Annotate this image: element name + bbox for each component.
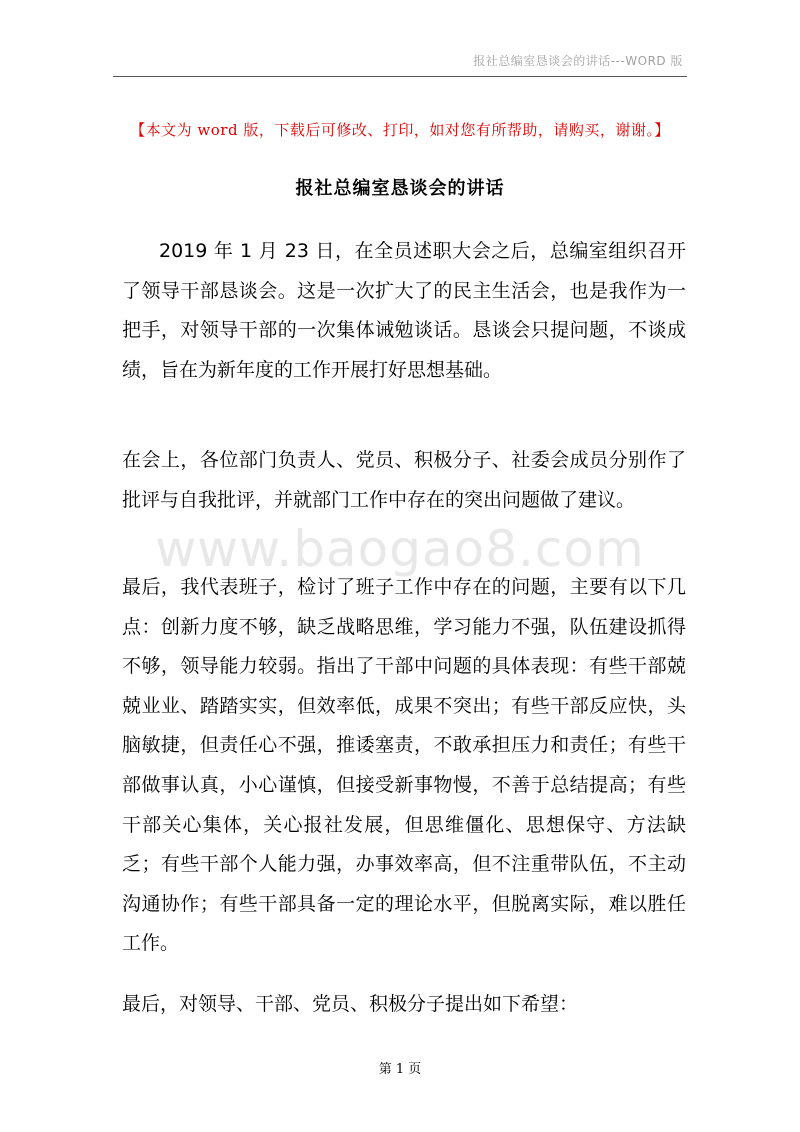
- paragraph-3: 最后，我代表班子，检讨了班子工作中存在的问题，主要有以下几点：创新力度不够，缺乏战略思维，学习能力不强，队伍建设抓得不够，领导能力较弱。指出了干部中问题的具体表现：有些干部兢兢业业、踏踏实实，但效率低，成果不突出；有些干部反应快，头脑敏捷，但责任心不强，推诿塞责，不敢承担压力和责任；有些干部做事认真，小心谨慎，但接受新事物慢，不善于总结提高；有些干部关心集体，关心报社发展，但思维僵化、思想保守、方法缺乏；有些干部个人能力强，办事效率高，但不注重带队伍，不主动沟通协作；有些干部具备一定的理论水平，但脱离实际，难以胜任工作。: [122, 576, 686, 955]
- page-number: 第 1 页: [378, 1062, 422, 1077]
- running-header: 报社总编室恳谈会的讲话---WORD 版: [473, 54, 683, 68]
- watermark: www.baogao8.com: [155, 520, 645, 578]
- paragraph-4: 最后，对领导、干部、党员、积极分子提出如下希望：: [122, 993, 579, 1015]
- download-notice: 【本文为 word 版，下载后可修改、打印，如对您有所帮助，请购买，谢谢。】: [130, 121, 670, 139]
- document-title: 报社总编室恳谈会的讲话: [295, 178, 505, 199]
- paragraph-2: 在会上，各位部门负责人、党员、积极分子、社委会成员分别作了批评与自我批评，并就部门工作中存在的突出问题做了建议。: [122, 449, 686, 511]
- paragraph-1: 2019 年 1 月 23 日，在全员述职大会之后，总编室组织召开了领导干部恳谈会。这是一次扩大了的民主生活会，也是我作为一把手，对领导干部的一次集体诫勉谈话。恳谈会只提问题，不谈成绩，旨在为新年度的工作开展打好思想基础。: [122, 240, 686, 381]
- header-divider: [113, 76, 687, 77]
